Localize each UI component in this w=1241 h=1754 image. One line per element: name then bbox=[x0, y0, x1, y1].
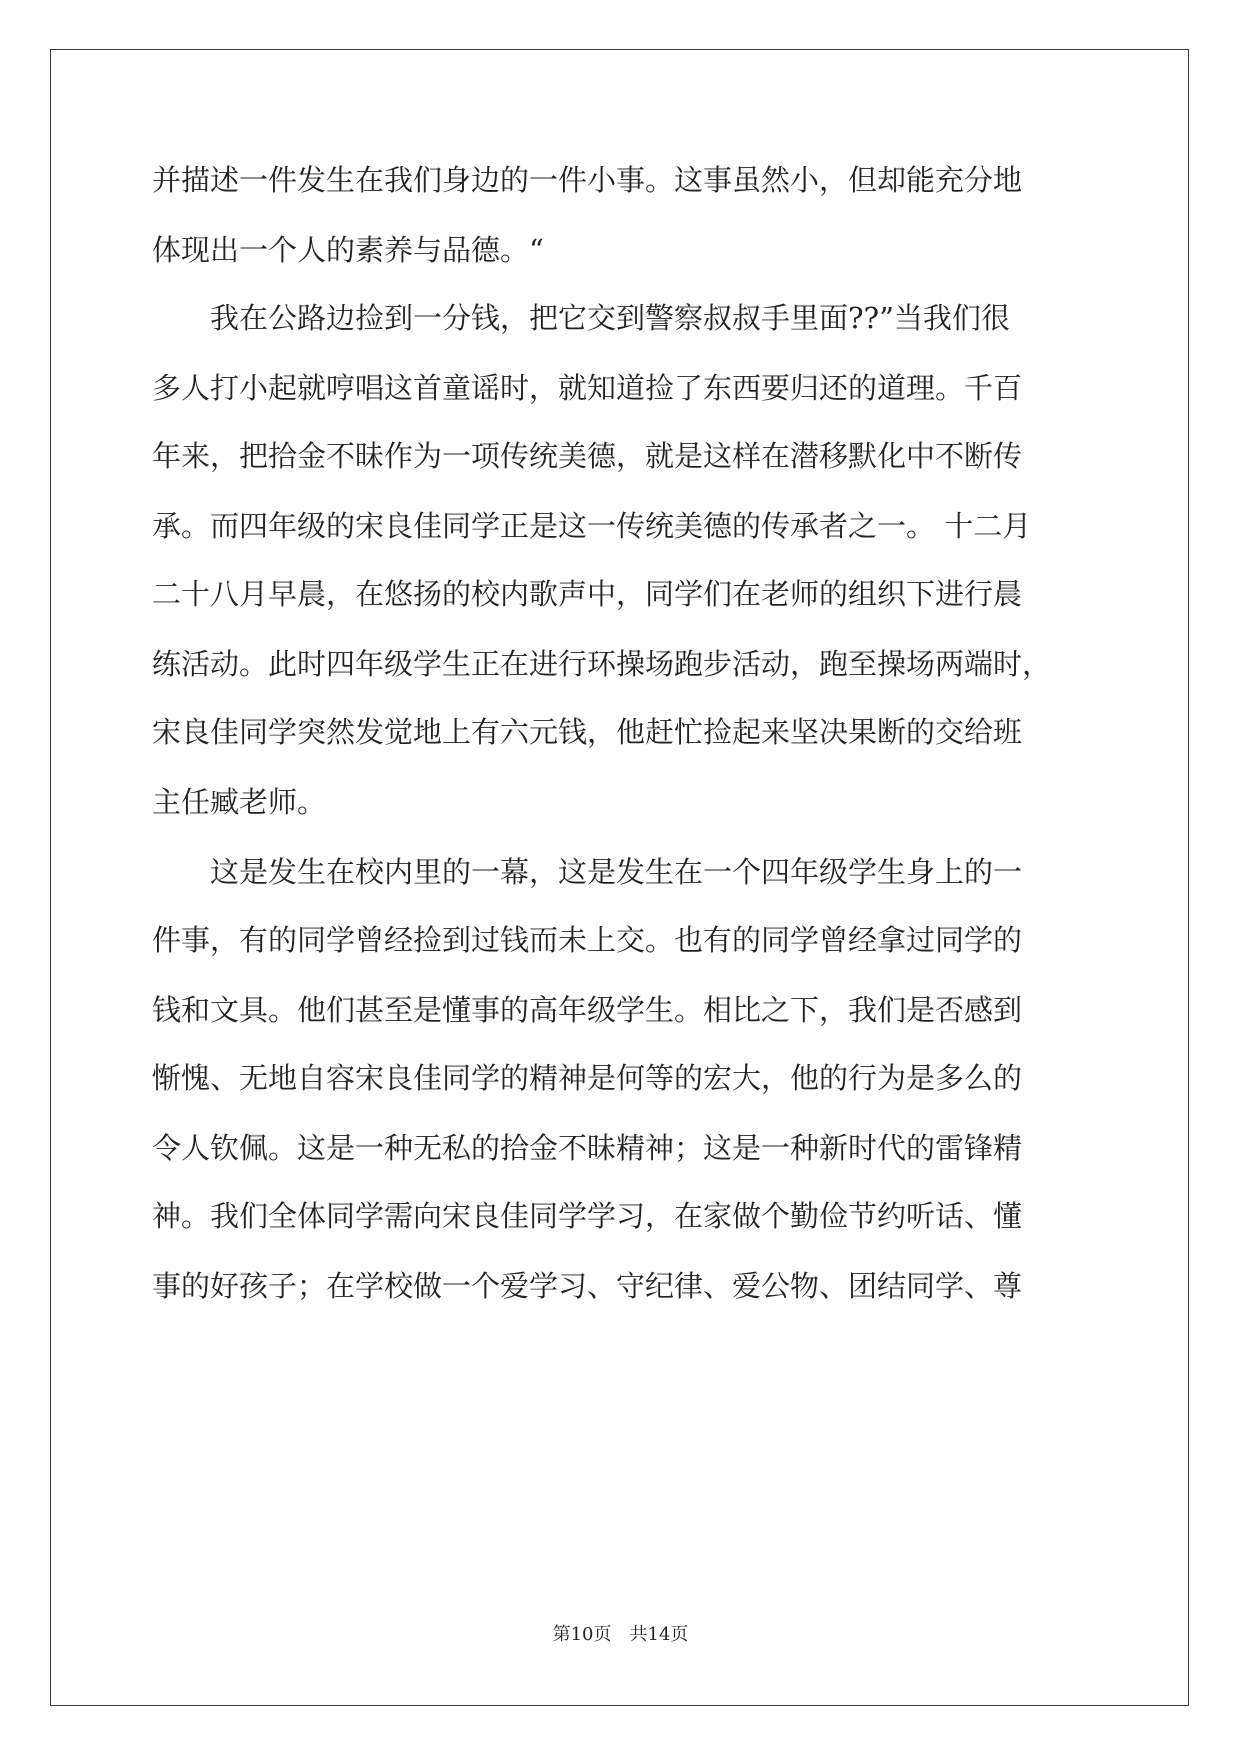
text-line: 主任臧老师。 bbox=[152, 785, 327, 819]
page-total: 共14页 bbox=[629, 1624, 689, 1645]
text-line: 承。而四年级的宋良佳同学正是这一传统美德的传承者之一。 十二月 bbox=[152, 509, 1032, 543]
text-line: 宋良佳同学突然发觉地上有六元钱，他赶忙捡起来坚决果断的交给班 bbox=[152, 715, 1023, 749]
text-line: 年来，把拾金不昧作为一项传统美德，就是这样在潜移默化中不断传 bbox=[152, 439, 1023, 473]
text-line: 并描述一件发生在我们身边的一件小事。这事虽然小，但却能充分地 bbox=[152, 163, 1023, 197]
text-line: 件事，有的同学曾经捡到过钱而未上交。也有的同学曾经拿过同学的 bbox=[152, 923, 1023, 957]
paragraph-start-line: 这是发生在校内里的一幕，这是发生在一个四年级学生身上的一 bbox=[210, 855, 1023, 889]
page-footer bbox=[0, 1623, 1241, 1647]
paragraph-start-line: 我在公路边捡到一分钱，把它交到警察叔叔手里面??”当我们很 bbox=[210, 301, 1010, 335]
text-line: 二十八月早晨，在悠扬的校内歌声中，同学们在老师的组织下进行晨 bbox=[152, 577, 1023, 611]
text-line: 令人钦佩。这是一种无私的拾金不昧精神；这是一种新时代的雷锋精 bbox=[152, 1131, 1023, 1165]
text-line: 事的好孩子；在学校做一个爱学习、守纪律、爱公物、团结同学、尊 bbox=[152, 1269, 1023, 1303]
text-line: 惭愧、无地自容宋良佳同学的精神是何等的宏大，他的行为是多么的 bbox=[152, 1061, 1023, 1095]
text-line: 神。我们全体同学需向宋良佳同学学习，在家做个勤俭节约听话、懂 bbox=[152, 1199, 1023, 1233]
text-line: 练活动。此时四年级学生正在进行环操场跑步活动，跑至操场两端时， bbox=[152, 647, 1052, 681]
page-number: 第10页 bbox=[552, 1624, 612, 1645]
text-line: 多人打小起就哼唱这首童谣时，就知道捡了东西要归还的道理。千百 bbox=[152, 371, 1023, 405]
text-line: 体现出一个人的素养与品德。“ bbox=[152, 233, 544, 267]
text-line: 钱和文具。他们甚至是懂事的高年级学生。相比之下，我们是否感到 bbox=[152, 993, 1023, 1027]
